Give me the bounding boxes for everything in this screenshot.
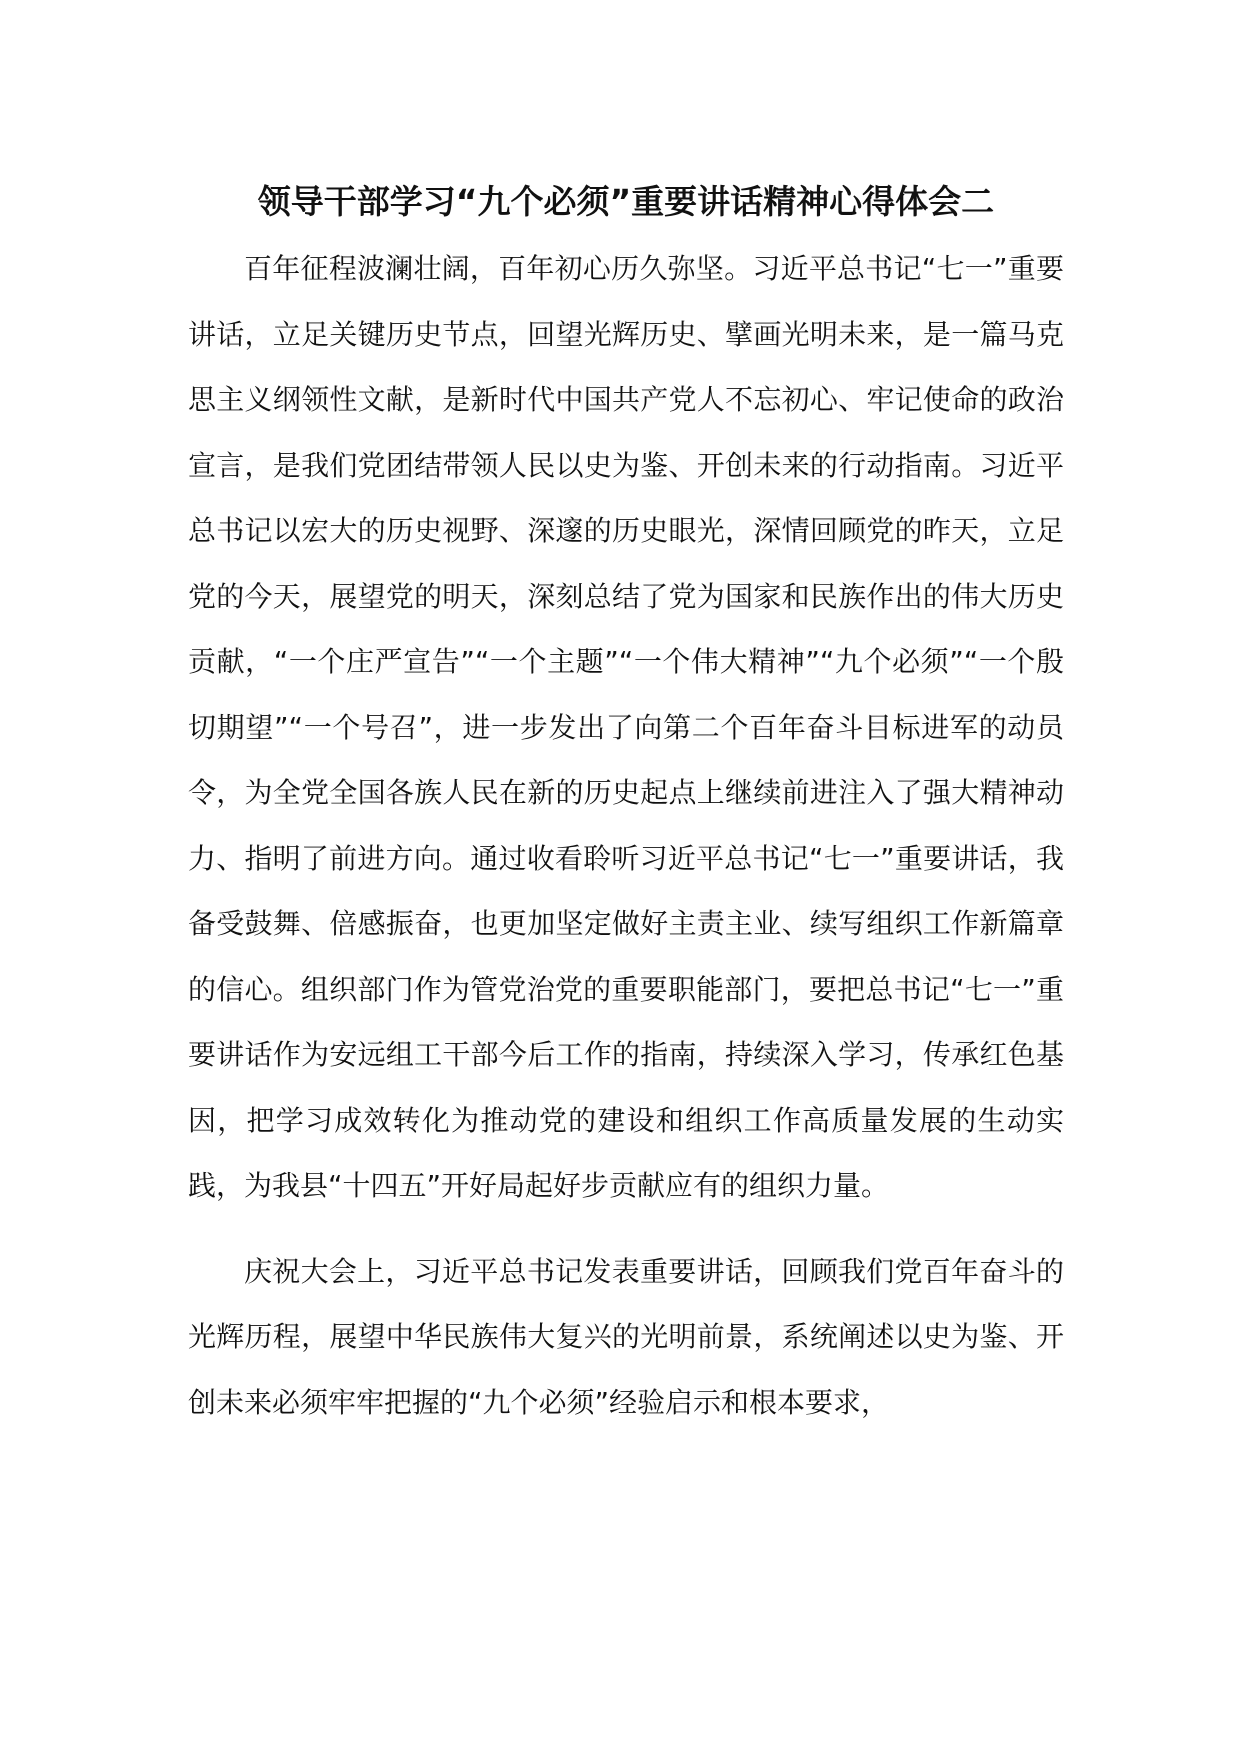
document-body bbox=[188, 176, 1064, 1455]
paragraph-1: 百年征程波澜壮阔，百年初心历久弥坚。习近平总书记“七一”重要讲话，立足关键历史节点，回望光辉历史、擘画光明未来，是一篇马克思主义纲领性文献，是新时代中国共产党人不忘初心、牢记使命的政治宣言，是我们党团结带领人民以史为鉴、开创未来的行动指南。习近平总书记以宏大的历史视野、深邃的历史眼光，深情回顾党的昨天，立足党的今天，展望党的明天，深刻总结了党为国家和民族作出的伟大历史贡献，“一个庄严宣告”“一个主题”“一个伟大精神”“九个必须”“一个殷切期望”“一个号召”，进一步发出了向第二个百年奋斗目标进军的动员令，为全党全国各族人民在新的历史起点上继续前进注入了强大精神动力、指明了前进方向。通过收看聆听习近平总书记“七一”重要讲话，我备受鼓舞、倍感振奋，也更加坚定做好主责主业、续写组织工作新篇章的信心。组织部门作为管党治党的重要职能部门，要把总书记“七一”重要讲话作为安远组工干部今后工作的指南，持续深入学习，传承红色基因，把学习成效转化为推动党的建设和组织工作高质量发展的生动实践，为我县“十四五”开好局起好步贡献应有的组织力量。 bbox=[188, 252, 1064, 1202]
document-title: 领导干部学习“九个必须”重要讲话精神心得体会二 bbox=[257, 182, 995, 221]
paragraph-2: 庆祝大会上，习近平总书记发表重要讲话，回顾我们党百年奋斗的光辉历程，展望中华民族伟大复兴的光明前景，系统阐述以史为鉴、开创未来必须牢牢把握的“九个必须”经验启示和根本要求， bbox=[188, 1254, 1064, 1419]
